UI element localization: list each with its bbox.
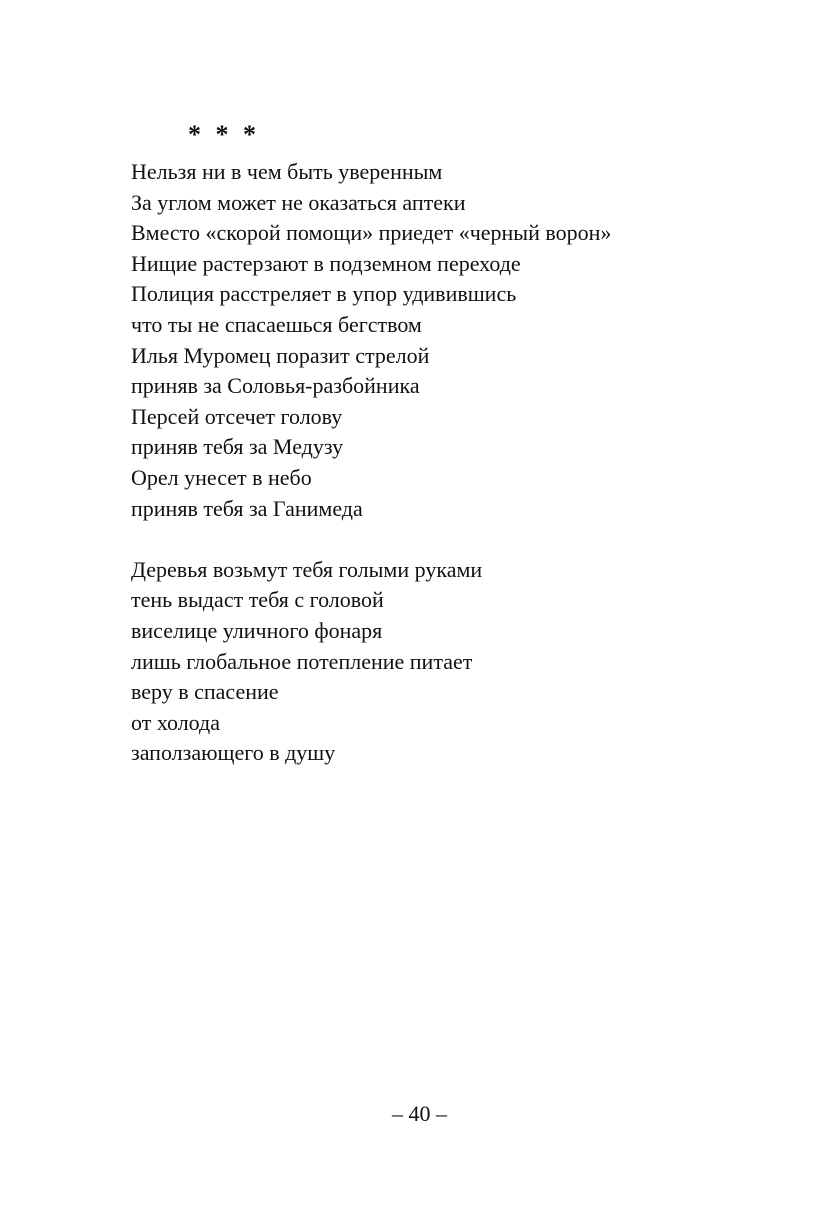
section-separator: * * * [188, 120, 260, 149]
poem-line: лишь глобальное потепление питает [131, 648, 473, 674]
poem [131, 157, 751, 769]
poem-line: приняв за Соловья-разбойника [131, 373, 420, 399]
poem-line: что ты не спасаешься бегством [131, 311, 422, 337]
poem-line: Нельзя ни в чем быть уверенным [131, 159, 443, 184]
stanza-1 [131, 157, 751, 524]
poem-line: Нищие растерзают в подземном переходе [131, 250, 521, 276]
poem-line: приняв тебя за Ганимеда [131, 495, 363, 521]
poem-line: Полиция расстреляет в упор удивившись [131, 281, 517, 307]
poem-line: веру в спасение [131, 679, 279, 705]
poem-line: За углом может не оказаться аптеки [131, 189, 466, 215]
stanza-2 [131, 555, 751, 769]
poem-line: виселице уличного фонаря [131, 617, 383, 643]
poem-line: заползающего в душу [131, 740, 336, 766]
poem-line: Орел унесет в небо [131, 464, 312, 490]
poem-line: Илья Муромец поразит стрелой [131, 342, 430, 368]
poem-line: Деревья возьмут тебя голыми руками [131, 556, 483, 582]
poem-line: Вместо «скорой помощи» приедет «черный ворон» [131, 220, 612, 246]
poem-line: приняв тебя за Медузу [131, 434, 344, 460]
poem-line: от холода [131, 709, 220, 735]
poem-line: тень выдаст тебя с головой [131, 587, 384, 613]
poem-line: Персей отсечет голову [131, 403, 343, 429]
page-number: – 40 – [392, 1101, 447, 1126]
